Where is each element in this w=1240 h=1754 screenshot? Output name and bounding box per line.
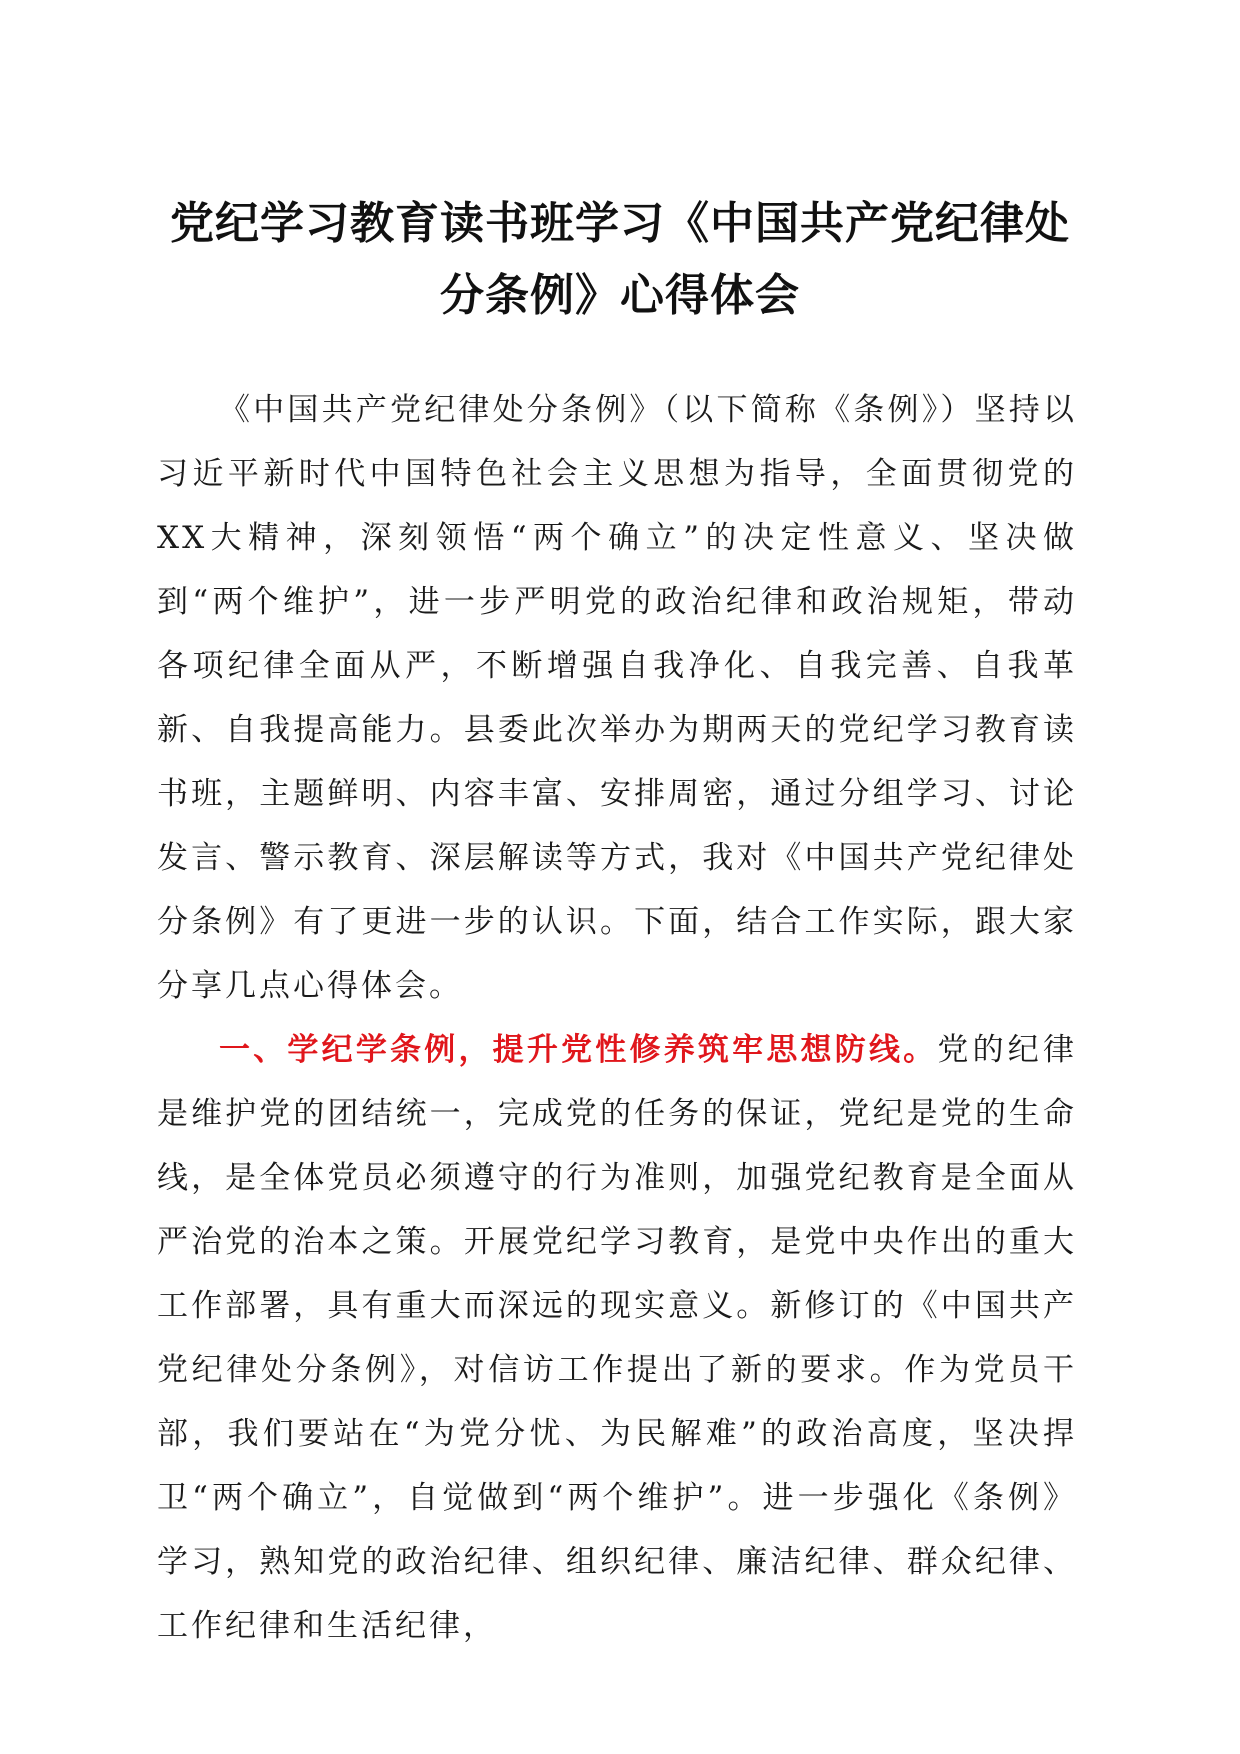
title-line-2: 分条例》心得体会: [440, 270, 800, 321]
intro-paragraph-text: 《中国共产党纪律处分条例》（以下简称《条例》）坚持以习近平新时代中国特色社会主义思想为指导，全面贯彻党的XX大精神，深刻领悟“两个确立”的决定性意义、坚决做到“两个维护”，进一步严明党的政治纪律和政治规矩，带动各项纪律全面从严，不断增强自我净化、自我完善、自我革新、自我提高能力。县委此次举办为期两天的党纪学习教育读书班，主题鲜明、内容丰富、安排周密，通过分组学习、讨论发言、警示教育、深层解读等方式，我对《中国共产党纪律处分条例》有了更进一步的认识。下面，结合工作实际，跟大家分享几点心得体会。: [157, 392, 1077, 1004]
document-title: [120, 188, 1120, 332]
title-line-1: 党纪学习教育读书班学习《中国共产党纪律处: [170, 198, 1070, 249]
section-one-text: 党的纪律是维护党的团结统一，完成党的任务的保证，党纪是党的生命线，是全体党员必须遵守的行为准则，加强党纪教育是全面从严治党的治本之策。开展党纪学习教育，是党中央作出的重大工作部署，具有重大而深远的现实意义。新修订的《中国共产党纪律处分条例》，对信访工作提出了新的要求。作为党员干部，我们要站在“为党分忧、为民解难”的政治高度，坚决捍卫“两个确立”，自觉做到“两个维护”。进一步强化《条例》学习，熟知党的政治纪律、组织纪律、廉洁纪律、群众纪律、工作纪律和生活纪律，: [157, 1032, 1077, 1644]
section-one-paragraph: [157, 1018, 1077, 1658]
document-body: [157, 378, 1077, 1658]
section-one-heading: 一、学纪学条例，提升党性修养筑牢思想防线。: [219, 1032, 938, 1068]
intro-paragraph: [157, 378, 1077, 1018]
